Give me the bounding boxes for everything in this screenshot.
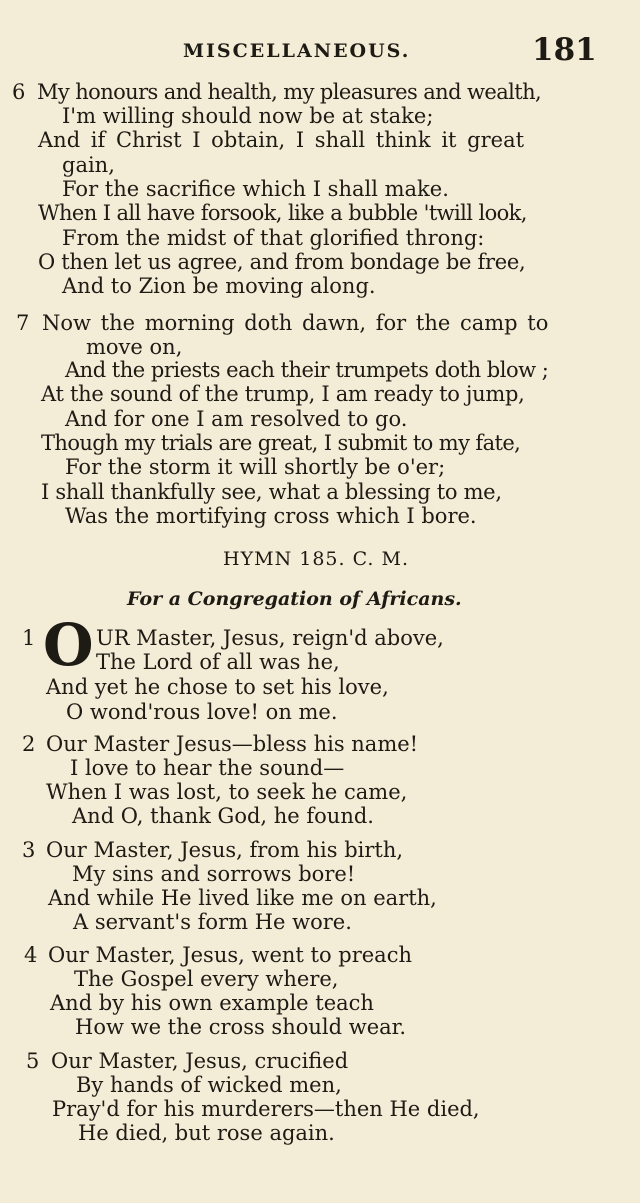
drop-cap: O xyxy=(43,611,94,679)
verse-line: Our Master, Jesus, went to preach xyxy=(48,943,412,967)
hymn-subtitle: For a Congregation of Africans. xyxy=(127,588,462,610)
verse-line: The Lord of all was he, xyxy=(96,650,340,674)
verse-line: When I was lost, to seek he came, xyxy=(46,780,408,804)
verse-line: When I all have forsook, like a bubble 'twill look, xyxy=(38,201,527,225)
verse-line: A servant's form He wore. xyxy=(73,910,352,934)
verse-line: And the priests each their trumpets doth blow ; xyxy=(65,358,549,382)
verse-line: move on, xyxy=(86,335,183,359)
verse-line: And while He lived like me on earth, xyxy=(48,886,437,910)
verse-line: Though my trials are great, I submit to my fate, xyxy=(41,431,521,455)
stanza-number: 3 xyxy=(22,838,36,862)
verse-line: I love to hear the sound— xyxy=(70,756,345,780)
verse-line: Now the morning doth dawn, for the camp to xyxy=(42,311,549,335)
verse-line: And by his own example teach xyxy=(50,991,374,1015)
stanza-number: 5 xyxy=(26,1049,40,1073)
verse-line: For the sacrifice which I shall make. xyxy=(62,177,449,201)
verse-line: I shall thankfully see, what a blessing to me, xyxy=(41,480,502,504)
stanza-number: 1 xyxy=(22,626,36,650)
verse-line: My honours and health, my pleasures and wealth, xyxy=(37,80,542,104)
stanza-number: 2 xyxy=(22,732,36,756)
verse-line: And for one I am resolved to go. xyxy=(65,407,408,431)
verse-line: The Gospel every where, xyxy=(74,967,339,991)
verse-line: Pray'd for his murderers—then He died, xyxy=(52,1097,480,1121)
verse-line: Our Master Jesus—bless his name! xyxy=(46,732,419,756)
verse-line: Our Master, Jesus, from his birth, xyxy=(46,838,404,862)
verse-line: By hands of wicked men, xyxy=(76,1073,342,1097)
verse-line: I'm willing should now be at stake; xyxy=(62,104,434,128)
hymn-title: HYMN 185. C. M. xyxy=(223,548,410,570)
verse-line: He died, but rose again. xyxy=(78,1121,335,1145)
verse-line: O then let us agree, and from bondage be free, xyxy=(38,250,526,274)
running-title: MISCELLANEOUS. xyxy=(183,40,411,62)
verse-line: From the midst of that glorified throng: xyxy=(62,226,485,250)
verse-line: Was the mortifying cross which I bore. xyxy=(65,504,477,528)
verse-line: O wond'rous love! on me. xyxy=(66,700,338,724)
verse-line: gain, xyxy=(62,153,115,177)
page-number: 181 xyxy=(532,32,597,68)
verse-line: For the storm it will shortly be o'er; xyxy=(65,455,446,479)
verse-line: Our Master, Jesus, crucified xyxy=(51,1049,349,1073)
verse-line: And if Christ I obtain, I shall think it great xyxy=(38,128,525,152)
stanza-number: 7 xyxy=(16,311,30,335)
verse-line: And yet he chose to set his love, xyxy=(46,675,389,699)
verse-line: UR Master, Jesus, reign'd above, xyxy=(96,626,444,650)
verse-line: How we the cross should wear. xyxy=(75,1015,407,1039)
verse-line: And O, thank God, he found. xyxy=(72,804,374,828)
stanza-number: 6 xyxy=(12,80,26,104)
stanza-number: 4 xyxy=(24,943,38,967)
verse-line: And to Zion be moving along. xyxy=(62,274,376,298)
verse-line: My sins and sorrows bore! xyxy=(72,862,356,886)
verse-line: At the sound of the trump, I am ready to jump, xyxy=(41,382,525,406)
